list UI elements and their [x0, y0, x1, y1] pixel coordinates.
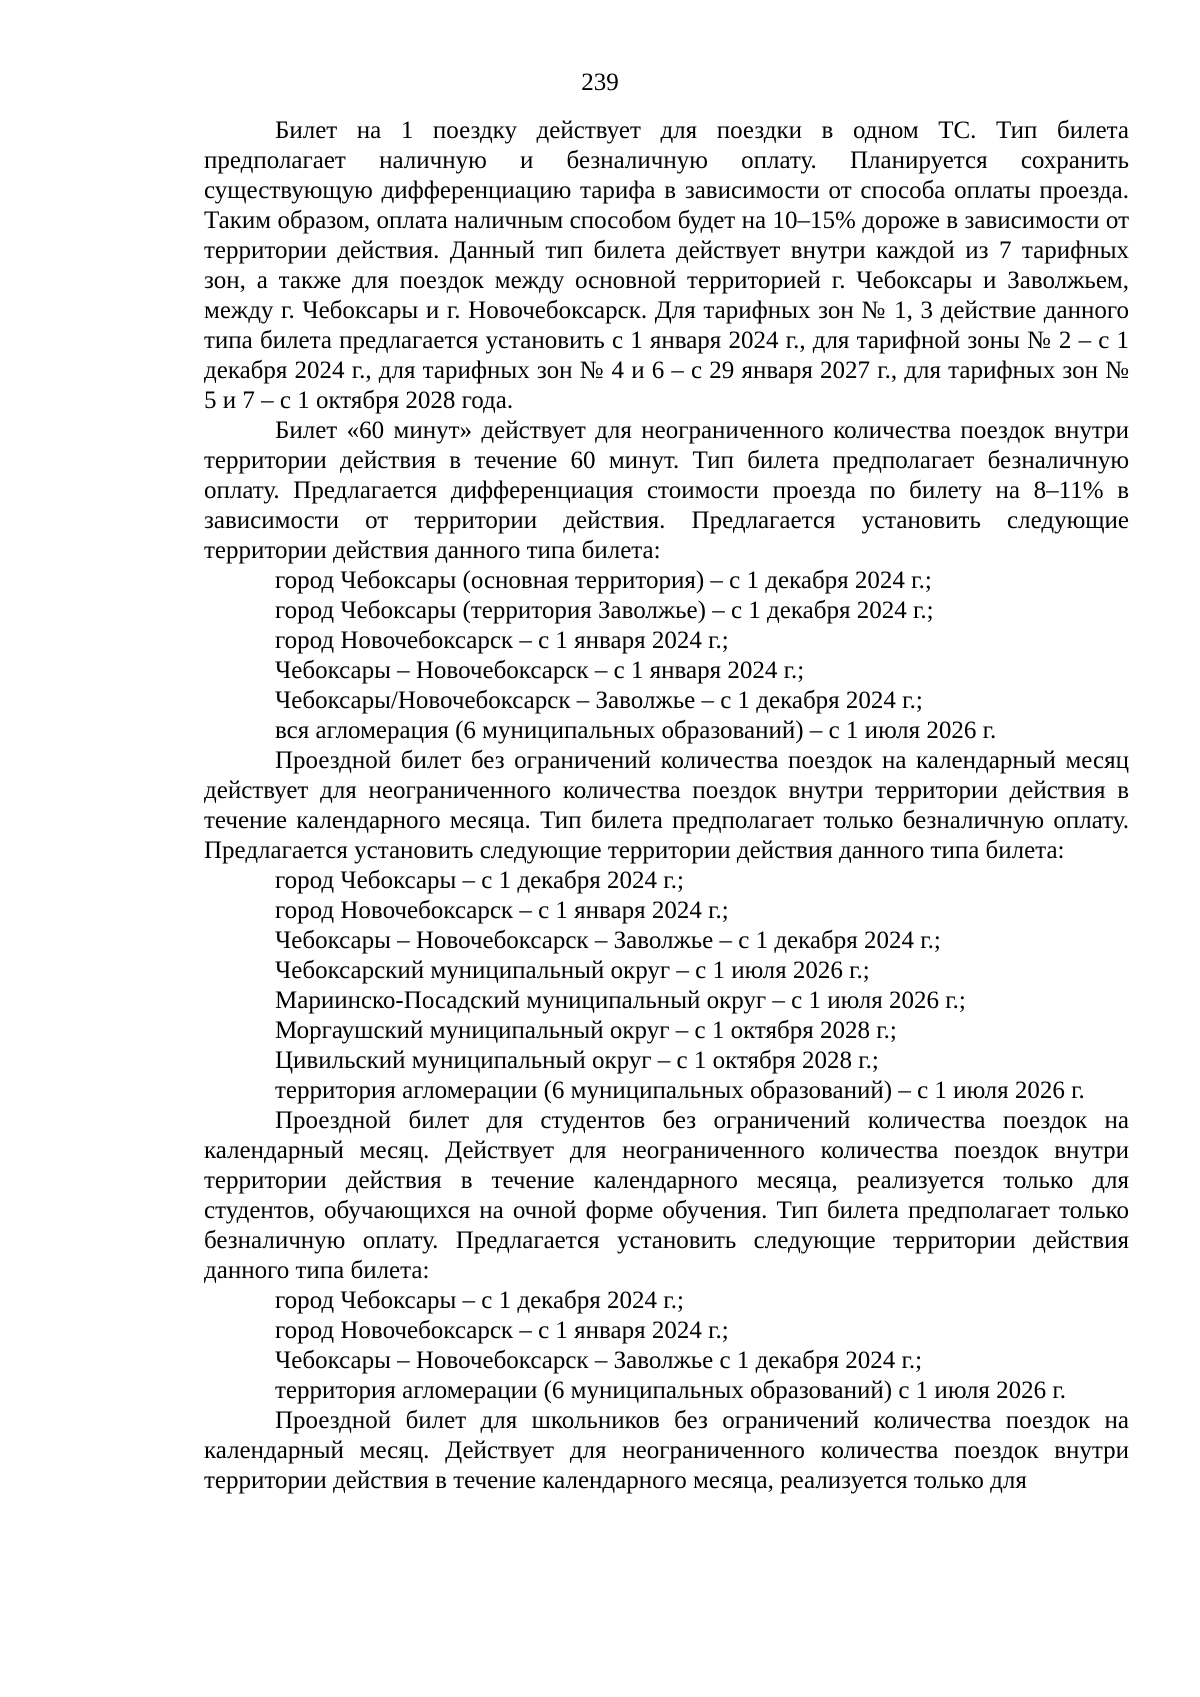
list-item: город Чебоксары – с 1 декабря 2024 г.; [275, 867, 684, 894]
list-item: город Новочебоксарск – с 1 января 2024 г.; [275, 1317, 729, 1344]
list-item: территория агломерации (6 муниципальных образований) с 1 июля 2026 г. [275, 1377, 1067, 1404]
list-item: Чебоксары – Новочебоксарск – с 1 января 2024 г.; [275, 657, 805, 684]
list-item: город Чебоксары (основная территория) – с 1 декабря 2024 г.; [275, 567, 932, 594]
list-item: город Новочебоксарск – с 1 января 2024 г.; [275, 897, 729, 924]
list-item: Цивильский муниципальный округ – с 1 октября 2028 г.; [275, 1047, 879, 1074]
list-item: Моргаушский муниципальный округ – с 1 октября 2028 г.; [275, 1017, 897, 1044]
list-item: вся агломерация (6 муниципальных образований) – с 1 июля 2026 г. [275, 717, 997, 744]
paragraph: Билет «60 минут» действует для неограниченного количества поездок внутри территории действия в течение 60 минут. Тип билета предполагает безналичную оплату. Предлагается дифференциация стоимости проезда по билету на 8–11% в зависимости от территории действия. Предлагается установить следующие территории действия данного типа билета: [204, 417, 1129, 564]
paragraph: территория агломерации (6 муниципальных образований) – с 1 июля 2026 г. [275, 1077, 1085, 1104]
paragraph: Проездной билет для школьников без ограничений количества поездок на календарный месяц. Действует для неограниченного количества поездок внутри территории действия в течение календарного месяца, реализуется только для [204, 1407, 1129, 1494]
list-item: город Чебоксары (территория Заволжье) – с 1 декабря 2024 г.; [275, 597, 934, 624]
document-body [204, 116, 1129, 1496]
list-item: Чебоксары/Новочебоксарск – Заволжье – с 1 декабря 2024 г.; [275, 687, 923, 714]
paragraph: Проездной билет для студентов без ограничений количества поездок на календарный месяц. Действует для неограниченного количества поездок внутри территории действия в течение календарного месяца, реализуется только для студентов, обучающихся на очной форме обучения. Тип билета предполагает только безналичную оплату. Предлагается установить следующие территории действия данного типа билета: [204, 1107, 1129, 1284]
paragraph: Проездной билет без ограничений количества поездок на календарный месяц действует для неограниченного количества поездок внутри территории действия в течение календарного месяца. Тип билета предполагает только безналичную оплату. Предлагается установить следующие территории действия данного типа билета: [204, 747, 1129, 864]
page-number: 239 [581, 69, 619, 96]
list-item: Чебоксарский муниципальный округ – с 1 июля 2026 г.; [275, 957, 870, 984]
list-item: Чебоксары – Новочебоксарск – Заволжье с 1 декабря 2024 г.; [275, 1347, 923, 1374]
list-item: Мариинско-Посадский муниципальный округ – с 1 июля 2026 г.; [275, 987, 966, 1014]
list-item: город Чебоксары – с 1 декабря 2024 г.; [275, 1287, 684, 1314]
list-item: город Новочебоксарск – с 1 января 2024 г.; [275, 627, 729, 654]
list-item: Чебоксары – Новочебоксарск – Заволжье – с 1 декабря 2024 г.; [275, 927, 941, 954]
paragraph: Билет на 1 поездку действует для поездки в одном ТС. Тип билета предполагает наличную и безналичную оплату. Планируется сохранить существующую дифференциацию тарифа в зависимости от способа оплаты проезда. Таким образом, оплата наличным способом будет на 10–15% дороже в зависимости от территории действия. Данный тип билета действует внутри каждой из 7 тарифных зон, а также для поездок между основной территорией г. Чебоксары и Заволжьем, между г. Чебоксары и г. Новочебоксарск. Для тарифных зон № 1, 3 действие данного типа билета предлагается установить с 1 января 2024 г., для тарифной зоны № 2 – с 1 декабря 2024 г., для тарифных зон № 4 и 6 – с 29 января 2027 г., для тарифных зон № 5 и 7 – с 1 октября 2028 года. [204, 117, 1129, 414]
